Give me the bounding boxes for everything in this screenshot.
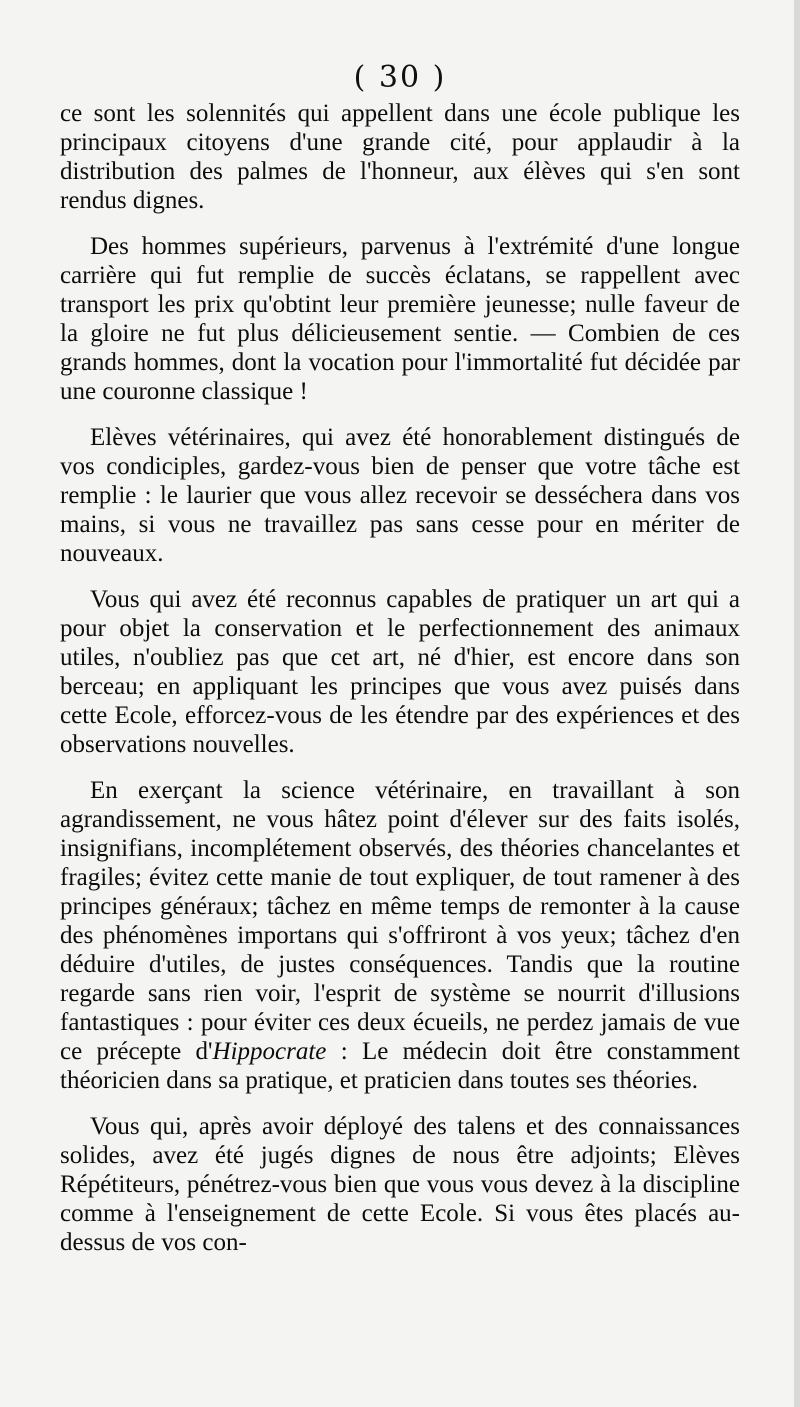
- paragraph-3: Elèves vétérinaires, qui avez été honorablement distingués de vos condiciples, gardez-vous bien de penser que votre tâche est remplie : le laurier que vous allez recevoir se desséchera dans vos mains, si vous ne travaillez pas sans cesse pour en mériter de nouveaux.: [60, 424, 740, 567]
- page-body: [60, 99, 740, 1274]
- paragraph-4: Vous qui avez été reconnus capables de pratiquer un art qui a pour objet la conservation et le perfectionnement des animaux utiles, n'oubliez pas que cet art, né d'hier, est encore dans son berceau; en appliquant les principes que vous avez puisés dans cette Ecole, efforcez-vous de les étendre par des expériences et des observations nouvelles.: [60, 586, 740, 758]
- paragraph-5: [60, 776, 740, 1095]
- hippocrate-name: Hippocrate: [212, 1038, 327, 1065]
- paragraph-2: Des hommes supérieurs, parvenus à l'extrémité d'une longue carrière qui fut remplie de succès éclatans, se rappellent avec transport les prix qu'obtint leur première jeunesse; nulle faveur de la gloire ne fut plus délicieusement sentie. — Combien de ces grands hommes, dont la vocation pour l'immortalité fut décidée par une couronne classique !: [60, 233, 740, 405]
- paragraph-6: Vous qui, après avoir déployé des talens et des connaissances solides, avez été jugés dignes de nous être adjoints; Elèves Répétiteurs, pénétrez-vous bien que vous vous devez à la discipline comme à l'enseignement de cette Ecole. Si vous êtes placés au-dessus de vos con-: [60, 1113, 740, 1256]
- page-edge: [794, 0, 800, 1407]
- paragraph-1: ce sont les solennités qui appellent dans une école publique les principaux citoyens d'une grande cité, pour applaudir à la distribution des palmes de l'honneur, aux élèves qui s'en sont rendus dignes.: [60, 100, 740, 214]
- paragraph-5-text: En exerçant la science vétérinaire, en travaillant à son agrandissement, ne vous hâtez point d'élever sur des faits isolés, insignifians, incomplétement observés, des théories chancelantes et fragiles; évitez cette manie de tout expliquer, de tout ramener à des principes généraux; tâchez en même temps de remonter à la cause des phénomènes importans qui s'offriront à vos yeux; tâchez d'en déduire d'utiles, de justes conséquences. Tandis que la routine regarde sans rien voir, l'esprit de système se nourrit d'illusions fantastiques : pour éviter ces deux écueils, ne perdez jamais de vue ce précepte d': [60, 777, 740, 1065]
- page-number: ( 30 ): [353, 60, 447, 95]
- paragraph-5-text-end: : Le médecin doit être constamment théoricien dans sa pratique, et praticien dans toutes ses théories.: [60, 1038, 740, 1094]
